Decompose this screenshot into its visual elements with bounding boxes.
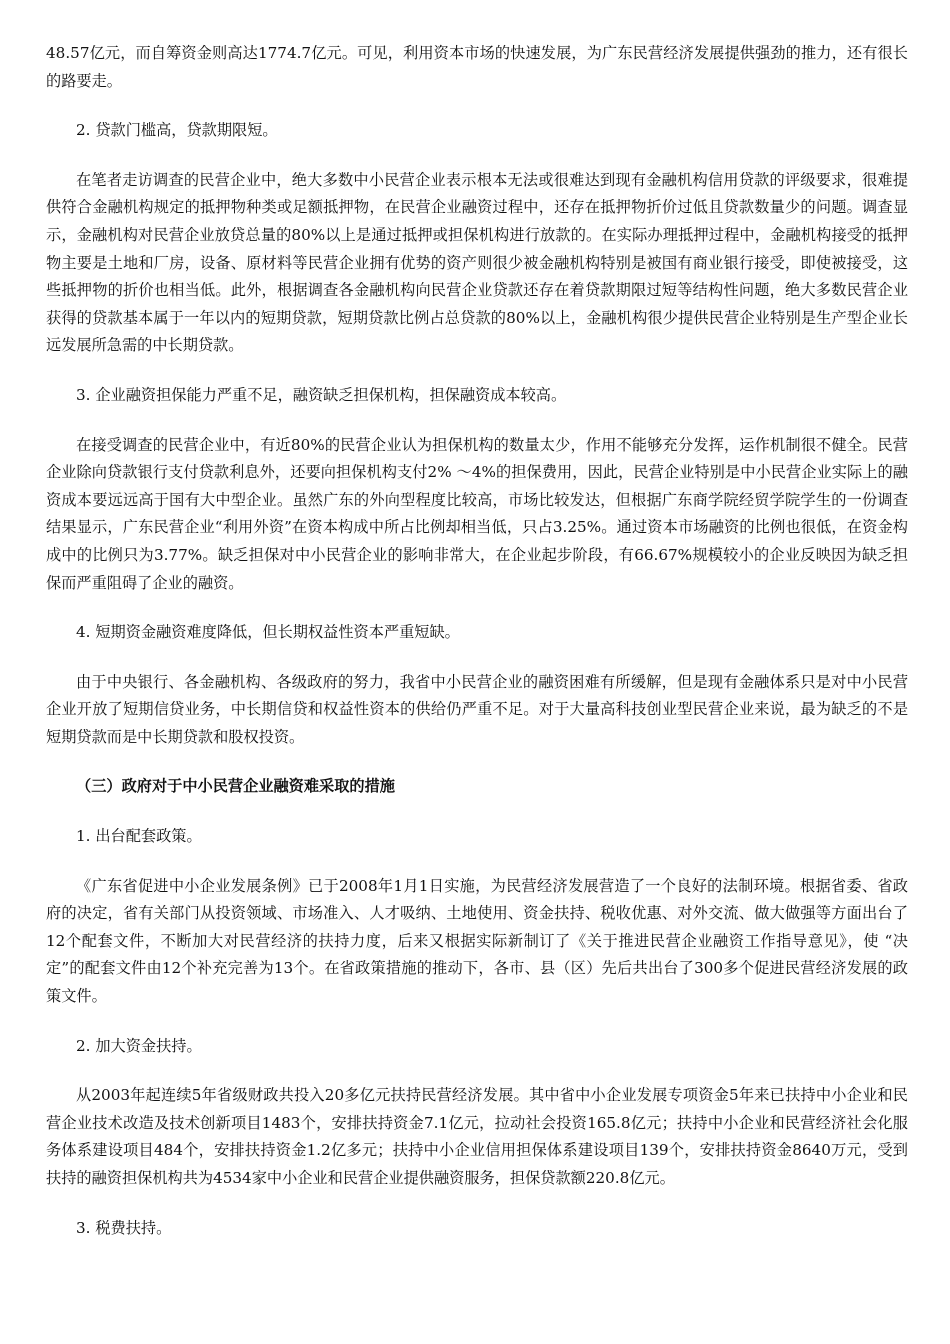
numbered-item-tax-support: 3. 税费扶持。 — [76, 1218, 172, 1237]
paragraph-capital-shortage: 由于中央银行、各金融机构、各级政府的努力，我省中小民营企业的融资困难有所缓解，但是现有金融体系只是对中小民营企业开放了短期信贷业务，中长期信贷和权益性资本的供给仍严重不足。对于大量高科技创业型民营企业来说，最为缺乏的不是短期贷款而是中长期贷款和股权投资。 — [46, 672, 908, 746]
section-heading-government-measures: （三）政府对于中小民营企业融资难采取的措施 — [76, 777, 395, 796]
paragraph-policies: 《广东省促进中小企业发展条例》已于2008年1月1日实施，为民营经济发展营造了一个良好的法制环境。根据省委、省政府的决定，省有关部门从投资领域、市场准入、人才吸纳、土地使用、资金扶持、税收优惠、对外交流、做大做强等方面出台了12个配套文件，不断加大对民营经济的扶持力度，后来又根据实际新制订了《关于推进民营企业融资工作指导意见》，使 “决定”的配套文件由12个补充完善为13个。在省政策措施的推动下，各市、县（区）先后共出台了300多个促进民营经济发展的政策文件。 — [46, 876, 908, 1006]
document-page — [46, 40, 908, 1264]
numbered-item-short-term-capital: 4. 短期资金融资难度降低，但长期权益性资本严重短缺。 — [76, 623, 460, 642]
paragraph-continued: 48.57亿元，而自筹资金则高达1774.7亿元。可见，利用资本市场的快速发展，为广东民营经济发展提供强劲的推力，还有很长的路要走。 — [46, 44, 908, 90]
paragraph-guarantee-survey: 在接受调查的民营企业中，有近80%的民营企业认为担保机构的数量太少，作用不能够充分发挥，运作机制很不健全。民营企业除向贷款银行支付贷款利息外，还要向担保机构支付2% ～4%的担保费用，因此，民营企业特别是中小民营企业实际上的融资成本要远远高于国有大中型企业。虽然广东的外向型程度比较高，市场比较发达，但根据广东商学院经贸学院学生的一份调查结果显示，广东民营企业“利用外资”在资本构成中所占比例却相当低，只占3.25%。通过资本市场融资的比例也很低，在资金构成中的比例只为3.77%。缺乏担保对中小民营企业的影响非常大，在企业起步阶段，有66.67%规模较小的企业反映因为缺乏担保而严重阻碍了企业的融资。 — [46, 435, 908, 592]
numbered-item-policies: 1. 出台配套政策。 — [76, 827, 202, 846]
numbered-item-funding: 2. 加大资金扶持。 — [76, 1036, 202, 1055]
paragraph-loan-survey: 在笔者走访调查的民营企业中，绝大多数中小民营企业表示根本无法或很难达到现有金融机构信用贷款的评级要求，很难提供符合金融机构规定的抵押物种类或足额抵押物，在民营企业融资过程中，还存在抵押物折价过低且贷款数量少的问题。调查显示，金融机构对民营企业放贷总量的80%以上是通过抵押或担保机构进行放款的。在实际办理抵押过程中，金融机构接受的抵押物主要是土地和厂房，设备、原材料等民营企业拥有优势的资产则很少被金融机构特别是被国有商业银行接受，即使被接受，这些抵押物的折价也相当低。此外，根据调查各金融机构向民营企业贷款还存在着贷款期限过短等结构性问题，绝大多数民营企业获得的贷款基本属于一年以内的短期贷款，短期贷款比例占总贷款的80%以上，金融机构很少提供民营企业特别是生产型企业长远发展所急需的中长期贷款。 — [46, 170, 908, 355]
numbered-item-guarantee: 3. 企业融资担保能力严重不足，融资缺乏担保机构，担保融资成本较高。 — [76, 385, 567, 404]
numbered-item-loan-threshold: 2. 贷款门槛高，贷款期限短。 — [76, 121, 278, 140]
paragraph-funding: 从2003年起连续5年省级财政共投入20多亿元扶持民营经济发展。其中省中小企业发展专项资金5年来已扶持中小企业和民营企业技术改造及技术创新项目1483个，安排扶持资金7.1亿元，拉动社会投资165.8亿元；扶持中小企业和民营经济社会化服务体系建设项目484个，安排扶持资金1.2亿多元；扶持中小企业信用担保体系建设项目139个，安排扶持资金8640万元，受到扶持的融资担保机构共为4534家中小企业和民营企业提供融资服务，担保贷款额220.8亿元。 — [46, 1086, 908, 1187]
